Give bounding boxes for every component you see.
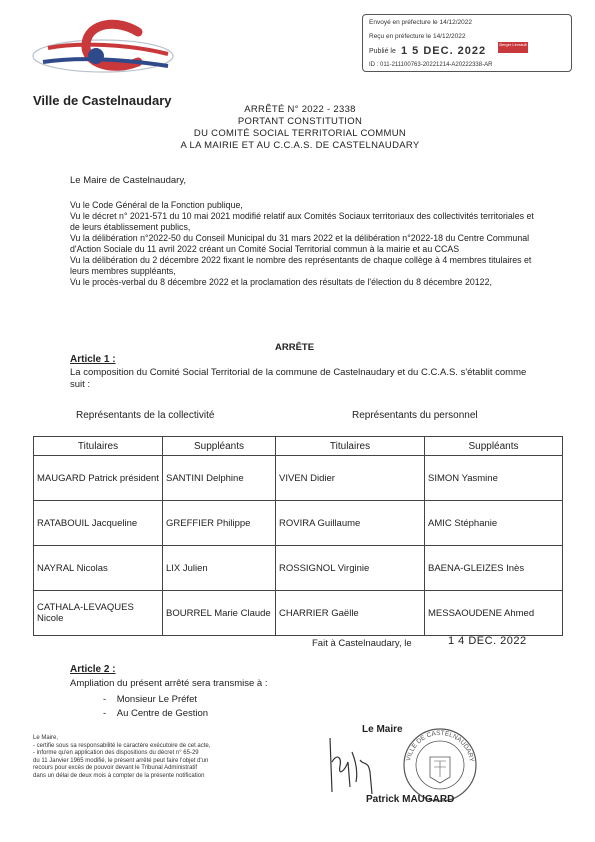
recipient-label: Au Centre de Gestion bbox=[116, 708, 209, 719]
signed-date-stamp: 1 4 DEC. 2022 bbox=[448, 635, 527, 647]
decree-title-line: DU COMITÉ SOCIAL TERRITORIAL COMMUN bbox=[193, 128, 407, 139]
signer-name: Patrick MAUGARD bbox=[366, 794, 455, 805]
decree-number: ARRÊTÉ N° 2022 - 2338 bbox=[244, 104, 356, 115]
table-row bbox=[34, 501, 563, 546]
stamp-received: Reçu en préfecture le 14/12/2022 bbox=[369, 33, 466, 40]
consideration-item: Vu le procès-verbal du 8 décembre 2022 et la proclamation des résultats de l'élection du 8 décembre 20122, bbox=[70, 277, 492, 287]
table-cell: ROSSIGNOL Virginie bbox=[276, 546, 425, 591]
city-logo bbox=[28, 14, 178, 94]
notice-line: du 11 Janvier 1965 modifié, le présent arrêté peut faire l'objet d'un bbox=[33, 757, 209, 764]
article-2-heading: Article 2 : bbox=[70, 664, 116, 675]
column-header: Suppléants bbox=[163, 437, 276, 456]
article-1-text: La composition du Comité Social Territorial de la commune de Castelnaudary et du C.C.A.S. s'établit comme suit : bbox=[70, 367, 527, 390]
consideration-item: Vu le Code Général de la Fonction publique, bbox=[70, 200, 243, 210]
city-seal bbox=[400, 725, 480, 805]
signed-place: Fait à Castelnaudary, le bbox=[312, 638, 412, 649]
column-header: Suppléants bbox=[425, 437, 563, 456]
article-1-heading: Article 1 : bbox=[70, 354, 116, 365]
column-header: Titulaires bbox=[276, 437, 425, 456]
personnel-heading: Représentants du personnel bbox=[352, 410, 478, 421]
table-row bbox=[34, 591, 563, 636]
table-row bbox=[34, 546, 563, 591]
collectivite-heading: Représentants de la collectivité bbox=[76, 410, 215, 421]
table-cell: RATABOUIL Jacqueline bbox=[34, 501, 163, 546]
table-cell: GREFFIER Philippe bbox=[163, 501, 276, 546]
table-cell: BAENA-GLEIZES Inès bbox=[425, 546, 563, 591]
consideration-item: Vu le décret n° 2021-571 du 10 mai 2021 modifié relatif aux Comités Sociaux territoriaux des collectivités territoriales et de leurs établissement publics, bbox=[70, 211, 534, 232]
seal-text: VILLE DE CASTELNAUDARY bbox=[405, 729, 475, 763]
committee-table bbox=[33, 436, 563, 636]
table-cell: NAYRAL Nicolas bbox=[34, 546, 163, 591]
recipient-label: Monsieur Le Préfet bbox=[116, 694, 197, 705]
stamp-sent: Envoyé en préfecture le 14/12/2022 bbox=[369, 19, 472, 26]
consideration-item: Vu la délibération du 2 décembre 2022 fixant le nombre des représentants de chaque collège à 4 membres titulaires et leurs membres suppléants, bbox=[70, 255, 532, 276]
notice-line: recours pour excès de pouvoir devant le Tribunal Administratif bbox=[33, 765, 198, 771]
stamp-id: ID : 011-211100763-20221214-A20222338-AR bbox=[369, 62, 493, 68]
table-cell: ROVIRA Guillaume bbox=[276, 501, 425, 546]
table-cell: VIVEN Didier bbox=[276, 456, 425, 501]
notice-line: - certifie sous sa responsabilité le caractère exécutoire de cet acte, bbox=[33, 742, 211, 749]
table-row bbox=[34, 456, 563, 501]
decree-title-line: A LA MAIRIE ET AU C.C.A.S. DE CASTELNAUDARY bbox=[180, 140, 420, 151]
article-2-text: Ampliation du présent arrêté sera transmise à : bbox=[70, 678, 268, 689]
recipient-item: - Monsieur Le Préfet bbox=[103, 694, 197, 705]
table-header-row bbox=[34, 437, 563, 456]
arrete-heading: ARRÊTE bbox=[275, 342, 315, 353]
table-cell: CHARRIER Gaëlle bbox=[276, 591, 425, 636]
table-cell: MAUGARD Patrick président bbox=[34, 456, 163, 501]
prefecture-stamp bbox=[362, 14, 572, 72]
table-cell: CATHALA-LEVAQUES Nicole bbox=[34, 591, 163, 636]
signer-role: Le Maire bbox=[362, 724, 403, 735]
considerations bbox=[70, 200, 540, 288]
stamp-published-date: 1 5 DEC. 2022 bbox=[401, 45, 487, 57]
stamp-published-label: Publié le bbox=[369, 48, 396, 55]
legal-notice bbox=[33, 735, 303, 780]
decree-title-line: PORTANT CONSTITUTION bbox=[237, 116, 363, 127]
notice-line: dans un délai de deux mois à compter de la présente notification bbox=[33, 772, 205, 779]
stamp-badge-logo: Berger Levrault bbox=[498, 42, 528, 53]
svg-text:VILLE DE CASTELNAUDARY bbox=[405, 730, 475, 763]
city-name: Ville de Castelnaudary bbox=[33, 93, 172, 108]
consideration-item: Vu la délibération n°2022-50 du Conseil Municipal du 31 mars 2022 et la délibération n°2022-18 du Centre Communal d'Action Sociale du 11 avril 2022 créant un Comité Social Territorial commun à la mairie et au CCAS bbox=[70, 233, 530, 254]
handwritten-signature bbox=[322, 732, 380, 802]
table-cell: SANTINI Delphine bbox=[163, 456, 276, 501]
notice-line: Le Maire, bbox=[33, 735, 59, 741]
table-cell: LIX Julien bbox=[163, 546, 276, 591]
column-header: Titulaires bbox=[34, 437, 163, 456]
table-cell: AMIC Stéphanie bbox=[425, 501, 563, 546]
recipient-item: - Au Centre de Gestion bbox=[103, 708, 209, 719]
table-cell: MESSAOUDENE Ahmed bbox=[425, 591, 563, 636]
intro-line: Le Maire de Castelnaudary, bbox=[70, 175, 186, 186]
table-cell: SIMON Yasmine bbox=[425, 456, 563, 501]
table-cell: BOURREL Marie Claude bbox=[163, 591, 276, 636]
notice-line: - informe qu'en application des dispositions du décret n° 65-29 bbox=[33, 750, 199, 756]
